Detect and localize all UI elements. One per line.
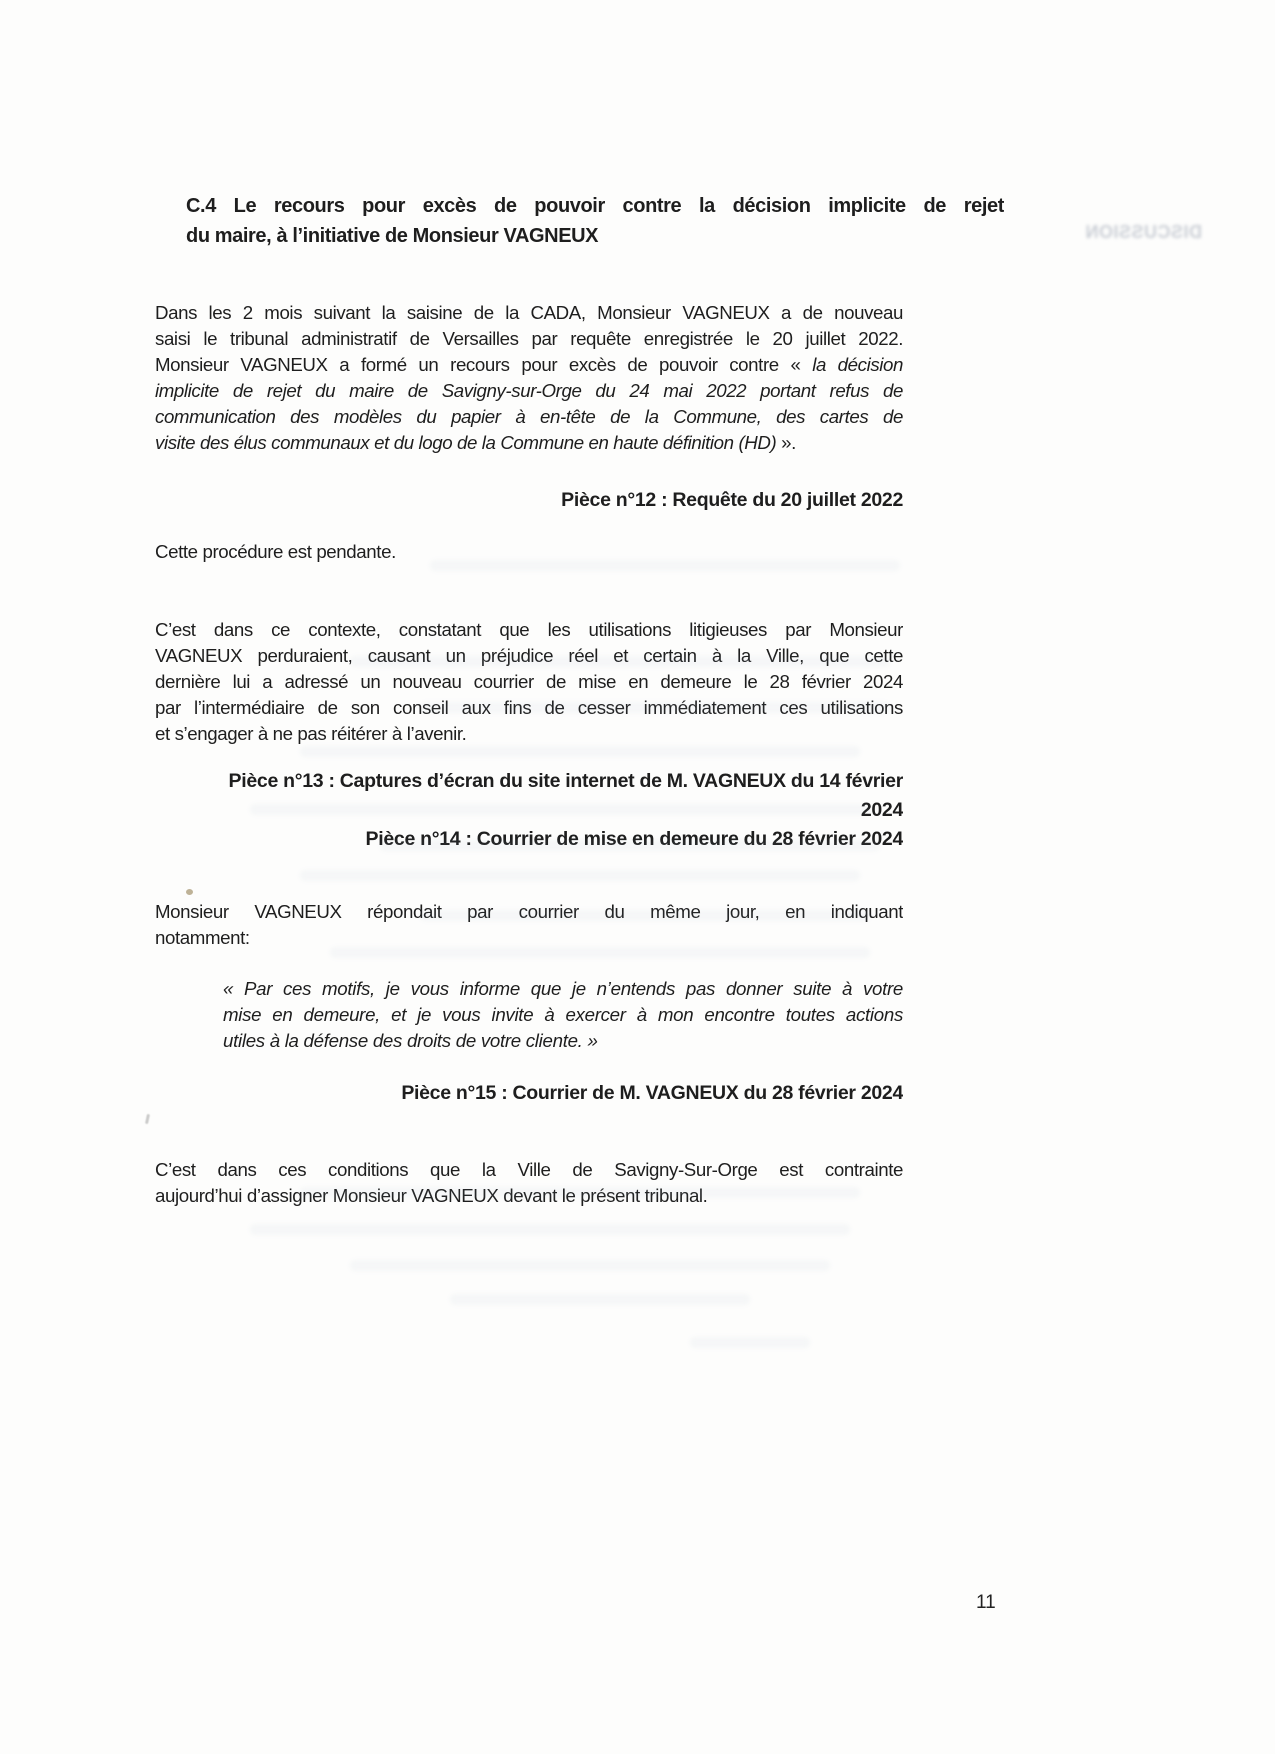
paragraph-line: et s’engager à ne pas réitérer à l’avenir. <box>155 723 467 744</box>
piece-reference-15 <box>155 1079 903 1108</box>
bleedthrough-line <box>330 947 870 958</box>
paragraph-line: Monsieur VAGNEUX a formé un recours pour excès de pouvoir contre « la décision <box>155 354 903 375</box>
bleedthrough-line <box>690 1337 810 1348</box>
quote-line: « Par ces motifs, je vous informe que je n’entends pas donner suite à votre <box>223 978 903 999</box>
quote-line: utiles à la défense des droits de votre cliente. » <box>223 1030 598 1051</box>
piece-line: 2024 <box>860 799 903 821</box>
bleedthrough-line <box>430 560 900 571</box>
paragraph-contexte <box>155 617 903 747</box>
paragraph-line: C’est dans ces conditions que la Ville de Savigny-Sur-Orge est contrainte <box>155 1159 903 1180</box>
piece-line: Pièce n°13 : Captures d’écran du site internet de M. VAGNEUX du 14 février <box>228 770 903 792</box>
piece-line: Pièce n°15 : Courrier de M. VAGNEUX du 28 février 2024 <box>401 1082 903 1104</box>
scan-speck <box>186 889 193 895</box>
paragraph-line: implicite de rejet du maire de Savigny-sur-Orge du 24 mai 2022 portant refus de <box>155 380 903 401</box>
bleedthrough-line <box>250 1224 850 1235</box>
piece-line: Pièce n°12 : Requête du 20 juillet 2022 <box>561 489 903 511</box>
paragraph-line: Cette procédure est pendante. <box>155 541 396 562</box>
paragraph-line: aujourd’hui d’assigner Monsieur VAGNEUX devant le présent tribunal. <box>155 1185 708 1206</box>
paragraph-line: saisi le tribunal administratif de Versailles par requête enregistrée le 20 juillet 2022. <box>155 328 903 349</box>
bleedthrough-word: DISCUSSION <box>1085 222 1203 242</box>
paragraph-line: Monsieur VAGNEUX répondait par courrier du même jour, en indiquant <box>155 901 903 922</box>
piece-line: Pièce n°14 : Courrier de mise en demeure du 28 février 2024 <box>365 828 903 850</box>
section-heading <box>186 191 1004 251</box>
quote-line: mise en demeure, et je vous invite à exercer à mon encontre toutes actions <box>223 1004 903 1025</box>
scan-mark <box>145 1114 150 1124</box>
bleedthrough-line <box>350 1260 830 1271</box>
paragraph-line: visite des élus communaux et du logo de la Commune en haute définition (HD) ». <box>155 432 796 453</box>
paragraph-line: VAGNEUX perduraient, causant un préjudice réel et certain à la Ville, que cette <box>155 645 903 666</box>
section-heading-line: du maire, à l’initiative de Monsieur VAGNEUX <box>186 225 599 247</box>
bleedthrough-line <box>350 656 890 667</box>
bleedthrough-line <box>380 840 880 851</box>
bleedthrough-line <box>420 910 870 921</box>
paragraph-line: notamment: <box>155 927 250 948</box>
paragraph-conclusion <box>155 1157 903 1209</box>
paragraph-line: communication des modèles du papier à en-tête de la Commune, des cartes de <box>155 406 903 427</box>
paragraph-line: Dans les 2 mois suivant la saisine de la CADA, Monsieur VAGNEUX a de nouveau <box>155 302 903 323</box>
bleedthrough-line <box>450 1294 750 1305</box>
paragraph-recours <box>155 300 903 456</box>
paragraph-line: par l’intermédiaire de son conseil aux fins de cesser immédiatement ces utilisations <box>155 697 903 718</box>
section-heading-line: C.4 Le recours pour excès de pouvoir contre la décision implicite de rejet <box>186 195 1004 217</box>
bleedthrough-line <box>300 746 860 757</box>
quote-block <box>223 976 903 1054</box>
paragraph-line: dernière lui a adressé un nouveau courrier de mise en demeure le 28 février 2024 <box>155 671 903 692</box>
piece-reference-12 <box>155 486 903 515</box>
bleedthrough-line <box>420 702 890 713</box>
bleedthrough-line <box>250 804 870 815</box>
page-number: 11 <box>976 1592 996 1613</box>
bleedthrough-line <box>300 1187 860 1198</box>
paragraph-reponse <box>155 899 903 951</box>
bleedthrough-line <box>300 870 860 881</box>
paragraph-line: C’est dans ce contexte, constatant que les utilisations litigieuses par Monsieur <box>155 619 903 640</box>
